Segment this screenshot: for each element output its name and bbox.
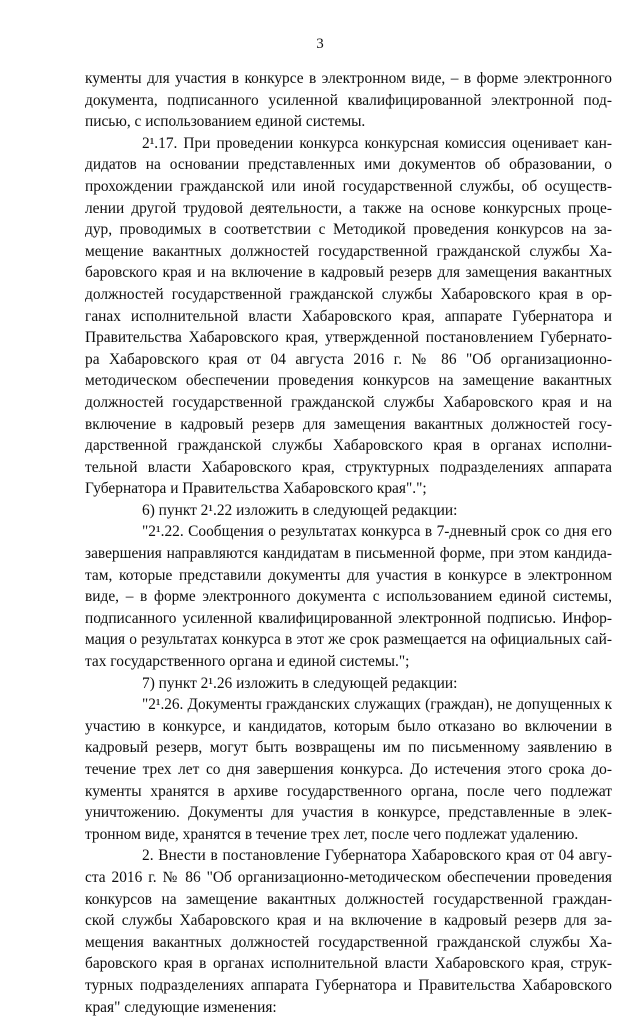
page-number: 3	[316, 36, 324, 52]
text-line: должностей государственной гражданской службы Хабаровского края и на	[85, 393, 612, 411]
text-line: прохождении гражданской или иной государственной службы, об осуществ-	[85, 177, 612, 195]
text-line: дур, проводимых в соответствии с Методикой проведения конкурсов на за-	[85, 221, 612, 239]
text-line: "2¹.26. Документы гражданских служащих (граждан), не допущенных к	[142, 696, 612, 714]
text-line: "2¹.22. Сообщения о результатах конкурса в 7-дневный срок со дня его	[142, 523, 612, 541]
text-line: включение в кадровый резерв для замещения вакантных должностей госу-	[85, 415, 612, 433]
text-line: тах государственного органа и единой системы.";	[85, 653, 410, 671]
text-line: участию в конкурсе, и кандидатов, которым было отказано во включении в	[85, 717, 612, 735]
text-line: завершения направляются кандидатам в письменной форме, при этом кандида-	[85, 545, 612, 563]
text-line: должностей государственной гражданской службы Хабаровского края в ор-	[85, 285, 612, 303]
text-line: там, которые представили документы для участия в конкурсе в электронном	[85, 566, 612, 584]
text-line: мещение вакантных должностей государственной гражданской службы Ха-	[85, 242, 612, 260]
text-line: 7) пункт 2¹.26 изложить в следующей редакции:	[142, 674, 458, 692]
text-line: дидатов на основании представленных ими документов об образовании, о	[85, 156, 612, 174]
text-line: кументы хранятся в архиве государственного органа, после чего подлежат	[85, 782, 612, 800]
text-line: методическом обеспечении проведения конкурсов на замещение вакантных	[85, 372, 612, 390]
text-line: ской службы Хабаровского края и на включение в кадровый резерв для за-	[85, 912, 612, 930]
text-line: 6) пункт 2¹.22 изложить в следующей редакции:	[142, 501, 458, 519]
text-line: лении другой трудовой деятельности, а также на основе конкурсных проце-	[85, 199, 612, 217]
text-line: конкурсов на замещение вакантных должностей государственной граждан-	[85, 890, 612, 908]
text-line: баровского края в органах исполнительной власти Хабаровского края, струк-	[85, 955, 612, 973]
text-line: тронном виде, хранятся в течение трех лет, после чего подлежат удалению.	[85, 825, 579, 843]
text-line: ста 2016 г. № 86 "Об организационно-методическом обеспечении проведения	[85, 868, 612, 886]
text-line: подписанного усиленной квалифицированной электронной подписью. Инфор-	[85, 609, 612, 627]
text-line: дарственной гражданской службы Хабаровского края в органах исполни-	[85, 437, 612, 455]
text-line: тельной власти Хабаровского края, структурных подразделениях аппарата	[85, 458, 612, 476]
text-line: уничтожению. Документы для участия в конкурсе, представленные в элек-	[85, 804, 612, 822]
text-line: баровского края и на включение в кадровый резерв для замещения вакантных	[85, 264, 612, 282]
text-line: писью, с использованием единой системы.	[85, 113, 366, 131]
text-line: мещения вакантных должностей государственной гражданской службы Ха-	[85, 933, 612, 951]
text-line: течение трех лет со дня завершения конкурса. До истечения этого срока до-	[85, 761, 612, 778]
text-line: Правительства Хабаровского края, утвержденной постановлением Губернато-	[85, 329, 612, 347]
text-line: 2. Внести в постановление Губернатора Хабаровского края от 04 авгу-	[142, 847, 612, 865]
text-line: края" следующие изменения:	[85, 998, 277, 1016]
text-line: документа, подписанного усиленной квалифицированной электронной под-	[85, 91, 612, 109]
text-line: виде, – в форме электронного документа с использованием единой системы,	[85, 588, 612, 606]
text-line: ганах исполнительной власти Хабаровского края, аппарате Губернатора и	[85, 307, 612, 325]
text-line: кументы для участия в конкурсе в электронном виде, – в форме электронного	[85, 70, 612, 87]
text-line: кадровый резерв, могут быть возвращены им по письменному заявлению в	[85, 739, 612, 757]
text-line: ра Хабаровского края от 04 августа 2016 г. № 86 "Об организационно-	[85, 350, 612, 368]
text-line: турных подразделениях аппарата Губернатора и Правительства Хабаровского	[85, 976, 612, 994]
document-body	[85, 68, 612, 1018]
text-line: мация о результатах конкурса в этот же срок размещается на официальных сай-	[85, 631, 612, 649]
text-line: 2¹.17. При проведении конкурса конкурсная комиссия оценивает кан-	[142, 134, 612, 152]
text-line: Губернатора и Правительства Хабаровского края".";	[85, 480, 427, 498]
